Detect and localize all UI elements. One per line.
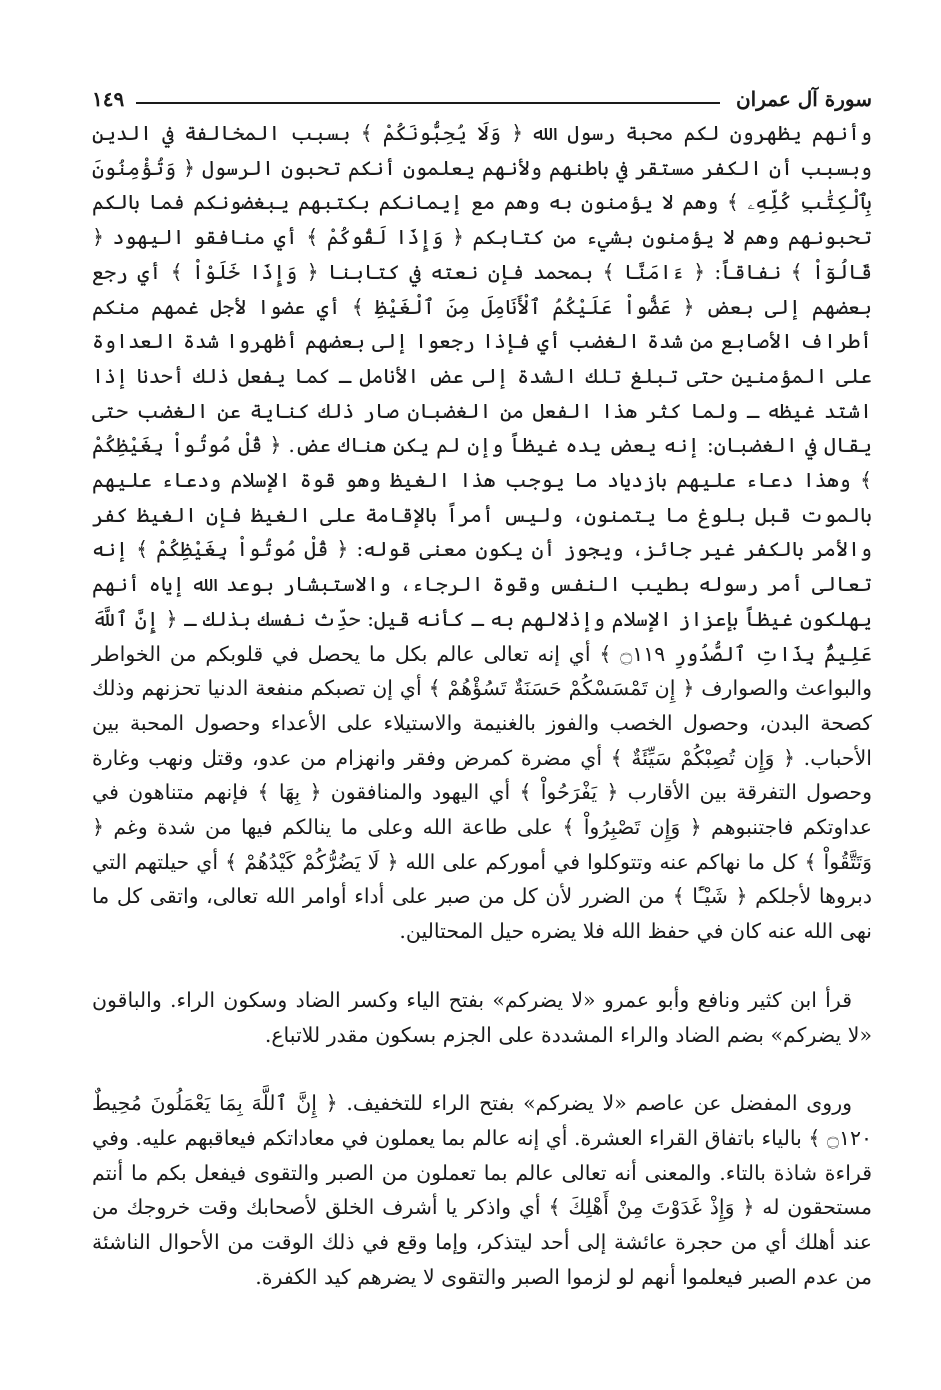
book-page: [92, 82, 872, 1372]
commentary-paragraph-1: وأنهم يظهرون لكم محبة رسول الله ﴿ وَلَا يُحِبُّونَكُمْ ﴾ بسبب المخالفة في الدين وبسبب أن الكفر مستقر في باطنهم ولأنهم يعلمون أنكم تحبون الرسول ﴿ وَتُؤْمِنُونَ بِٱلْكِتَٰبِ كُلِّهِۦ ﴾ وهم لا يؤمنون به وهم مع إيمانكم بكتبهم يبغضونكم فما بالكم تحبونهم وهم لا يؤمنون بشيء من كتابكم ﴿ وَإِذَا لَقُوكُمْ ﴾ أي منافقو اليهود ﴿ قَالُوٓاْ ﴾ نفاقاً: ﴿ ءَامَنَّا ﴾ بمحمد فإن نعته في كتابنا ﴿ وَإِذَا خَلَوْاْ ﴾ أي رجع بعضهم إلى بعض ﴿ عَضُّواْ عَلَيْكُمُ ٱلْأَنَامِلَ مِنَ ٱلْغَيْظِ ﴾ أي عضوا لأجل غمهم منكم أطراف الأصابع من شدة الغضب أي فإذا رجعوا إلى بعضهم أظهروا شدة العداوة على المؤمنين حتى تبلغ تلك الشدة إلى عض الأنامل ـ كما يفعل ذلك أحدنا إذا اشتد غيظه ـ ولما كثر هذا الفعل من الغضبان صار ذلك كناية عن الغضب حتى يقال في الغضبان: إنه يعض يده غيظاً وإن لم يكن هناك عض. ﴿ قُلْ مُوتُواْ بِغَيْظِكُمْ ﴾ وهذا دعاء عليهم بازدياد ما يوجب هذا الغيظ وهو قوة الإسلام ودعاء عليهم بالموت قبل بلوغ ما يتمنون، وليس أمراً بالإقامة على الغيظ فإن الغيظ كفر والأمر بالكفر غير جائز، ويجوز أن يكون معنى قوله: ﴿ قُلْ مُوتُواْ بِغَيْظِكُمْ ﴾ إنه تعالى أمر رسوله بطيب النفس وقوة الرجاء، والاستبشار بوعد الله إياه أنهم يهلكون غيظاً بإعزاز الإسلام وإذلالهم به ـ كأنه قيل: حدِّث نفسك بذلك ـ ﴿ إِنَّ ٱللَّهَ عَلِيمٌۢ بِذَاتِ ٱلصُّدُورِ ۝١١٩ ﴾ أي إنه تعالى عالم بكل ما يحصل في قلوبكم من الخواطر والبواعث والصوارف ﴿ إِن تَمْسَسْكُمْ حَسَنَةٌ تَسُؤْهُمْ ﴾ أي إن تصبكم منفعة الدنيا تحزنهم وذلك كصحة البدن، وحصول الخصب والفوز بالغنيمة والاستيلاء على الأعداء وحصول المحبة بين الأحباب. ﴿ وَإِن تُصِبْكُمْ سَيِّئَةٌ ﴾ أي مضرة كمرض وفقر وانهزام من عدو، وقتل ونهب وغارة وحصول التفرقة بين الأقارب ﴿ يَفْرَحُواْ ﴾ أي اليهود والمنافقون ﴿ بِهَا ﴾ فإنهم متناهون في عداوتكم فاجتنبوهم ﴿ وَإِن تَصْبِرُواْ ﴾ على طاعة الله وعلى ما ينالكم فيها من شدة وغم ﴿ وَتَتَّقُواْ ﴾ كل ما نهاكم عنه وتتوكلوا في أموركم على الله ﴿ لَا يَضُرُّكُمْ كَيْدُهُمْ ﴾ أي حيلتهم التي دبروها لأجلكم ﴿ شَيْـًٔا ﴾ من الضرر لأن كل من صبر على أداء أوامر الله تعالى، واتقى كل ما نهى الله عنه كان في حفظ الله فلا يضره حيل المحتالين.: [92, 121, 872, 944]
page-number: ١٤٩: [92, 87, 125, 111]
header-rule: [136, 102, 720, 104]
surah-title: سورة آل عمران: [735, 87, 872, 111]
running-header: [92, 82, 872, 116]
commentary-paragraph-2: وروى المفضل عن عاصم «لا يضركم» بفتح الراء للتخفيف. ﴿ إِنَّ ٱللَّهَ بِمَا يَعْمَلُونَ مُحِيطٌ ۝١٢٠ ﴾ بالياء باتفاق القراء العشرة. أي إنه عالم بما يعملون في معاداتكم فيعاقبهم عليه. وفي قراءة شاذة بالتاء. والمعنى أنه تعالى عالم بما تعملون من الصبر والتقوى فيفعل بكم ما أنتم مستحقون له ﴿ وَإِذْ غَدَوْتَ مِنْ أَهْلِكَ ﴾ أي واذكر يا أشرف الخلق لأصحابك وقت خروجك من عند أهلك أي من حجرة عائشة إلى أحد ليتذكر، وإما وقع في ذلك الوقت من الأحوال الناشئة من عدم الصبر فيعلموا أنهم لو لزموا الصبر والتقوى لا يضرهم كيد الكفرة.: [92, 1091, 872, 1289]
reading-note-paragraph: قرأ ابن كثير ونافع وأبو عمرو «لا يضركم» بفتح الياء وكسر الضاد وسكون الراء. والباقون «لا يضركم» بضم الضاد والراء المشددة على الجزم بسكون مقدر للاتباع.: [92, 987, 872, 1047]
